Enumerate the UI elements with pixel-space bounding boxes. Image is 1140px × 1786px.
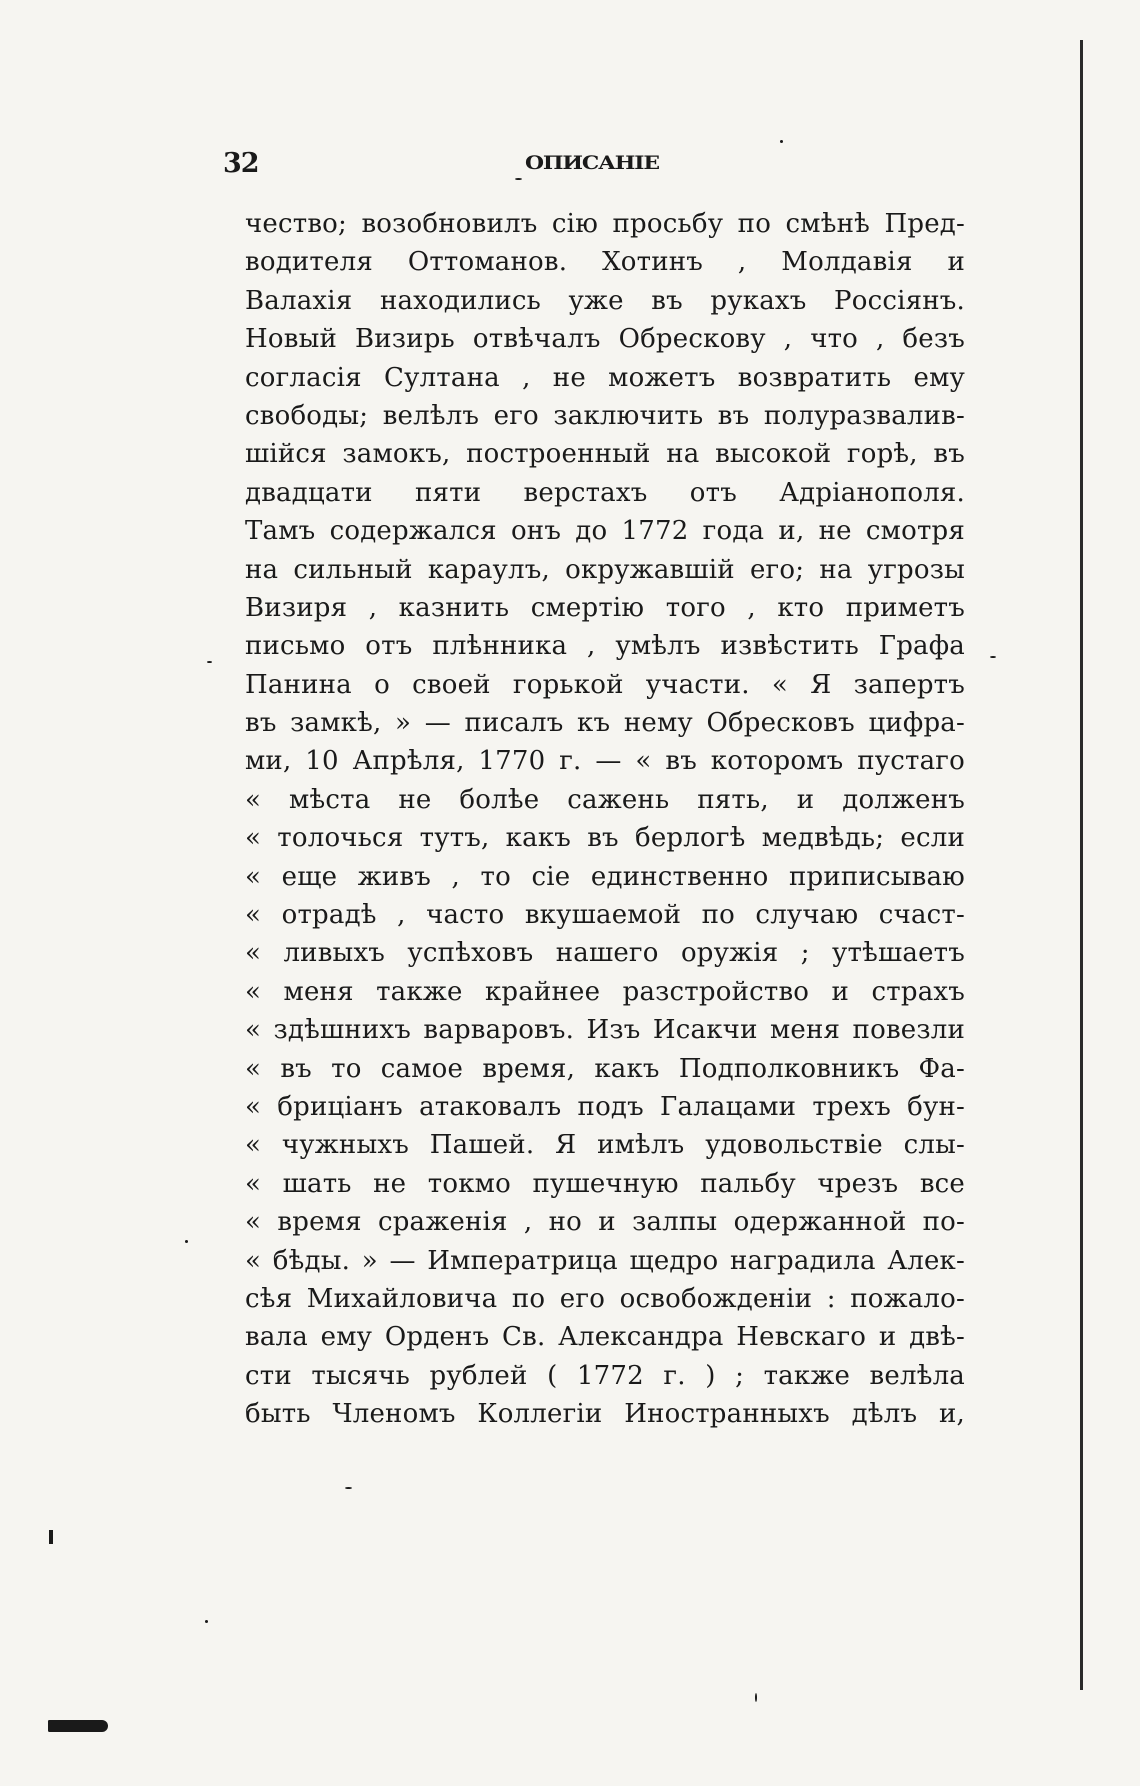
text-line: « время сраженія , но и залпы одержанной по- xyxy=(245,1207,965,1238)
text-line: свободы; велѣлъ его заключить въ полуразвалив- xyxy=(245,400,965,431)
text-line: чество; возобновилъ сію просьбу по смѣнѣ Пред- xyxy=(245,209,965,239)
page-number: 32 xyxy=(223,148,259,179)
text-line: сѣя Михайловича по его освобожденіи : пожало- xyxy=(245,1283,965,1314)
text-line: письмо отъ плѣнника , умѣлъ извѣстить Графа xyxy=(245,631,965,662)
page-edge-rule xyxy=(1080,40,1083,1690)
text-line: шійся замокъ, построенный на высокой горѣ, въ xyxy=(245,439,965,470)
text-line: « ливыхъ успѣховъ нашего оружія ; утѣшаетъ xyxy=(245,938,965,969)
text-line: двадцати пяти верстахъ отъ Адріанополя. xyxy=(245,477,965,508)
text-line: Тамъ содержался онъ до 1772 года и, не смотря xyxy=(245,516,965,547)
text-line: Панина о своей горькой участи. « Я запертъ xyxy=(245,669,965,700)
text-line: быть Членомъ Коллегіи Иностранныхъ дѣлъ и, xyxy=(245,1399,965,1430)
text-line: въ замкѣ, » — писалъ къ нему Обресковъ цифра- xyxy=(245,708,965,739)
text-line: « отрадѣ , часто вкушаемой по случаю счаст- xyxy=(245,900,965,931)
text-line: « шать не токмо пушечную пальбу чрезъ все xyxy=(245,1168,965,1199)
text-line: « меня также крайнее разстройство и страхъ xyxy=(245,976,965,1007)
text-line: вала ему Орденъ Св. Александра Невскаго и двѣ- xyxy=(245,1322,965,1353)
text-line: « бриціанъ атаковалъ подъ Галацами трехъ бун- xyxy=(245,1091,965,1122)
text-line: « еще живъ , то сіе единственно приписываю xyxy=(245,861,965,892)
scan-mark xyxy=(49,1530,53,1544)
scan-speck xyxy=(755,1693,757,1702)
text-line: « въ то самое время, какъ Подполковникъ Фа- xyxy=(245,1053,965,1084)
text-line: сти тысячь рублей ( 1772 г. ) ; также велѣла xyxy=(245,1360,965,1391)
text-line: согласія Султана , не можетъ возвратить ему xyxy=(245,362,965,393)
scan-speck xyxy=(185,1240,188,1243)
body-text xyxy=(245,205,965,1434)
running-head: ОПИСАНІЕ xyxy=(525,152,659,174)
text-line: « мѣста не болѣе сажень пять, и долженъ xyxy=(245,784,965,815)
text-line: ми, 10 Апрѣля, 1770 г. — « въ которомъ пустаго xyxy=(245,746,965,777)
text-line: Новый Визирь отвѣчалъ Обрескову , что , безъ xyxy=(245,324,965,355)
text-line: на сильный караулъ, окружавшій его; на угрозы xyxy=(245,554,965,585)
page-header xyxy=(223,148,953,188)
text-line: Визиря , казнить смертію того , кто приметъ xyxy=(245,592,965,623)
scan-speck xyxy=(205,1620,208,1623)
scan-speck xyxy=(780,140,783,143)
ink-blot xyxy=(48,1720,108,1732)
scan-speck xyxy=(345,1487,352,1489)
text-line: « бѣды. » — Императрица щедро наградила Алек- xyxy=(245,1245,965,1276)
scan-speck xyxy=(515,178,522,180)
text-line: « чужныхъ Пашей. Я имѣлъ удовольствіе слы- xyxy=(245,1130,965,1161)
text-line: « толочься тутъ, какъ въ берлогѣ медвѣдь; если xyxy=(245,823,965,854)
scan-speck xyxy=(207,661,212,663)
scan-speck xyxy=(990,656,996,658)
text-line: Валахія находились уже въ рукахъ Россіянъ. xyxy=(245,285,965,316)
text-line: « здѣшнихъ варваровъ. Изъ Исакчи меня повезли xyxy=(245,1015,965,1046)
text-line: водителя Оттоманов. Хотинъ , Молдавія и xyxy=(245,247,965,278)
